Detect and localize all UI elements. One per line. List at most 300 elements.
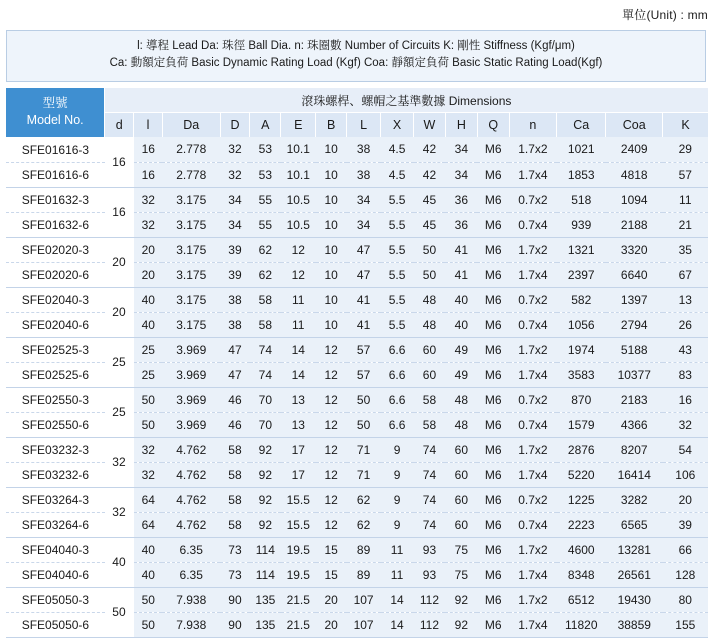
cell-q: M6 (477, 262, 509, 287)
cell-h: 92 (445, 612, 477, 637)
model-header-en: Model No. (26, 113, 84, 128)
model-number-cell: SFE02040-6 (6, 312, 105, 337)
cell-coa: 1397 (606, 287, 663, 312)
column-header-l: L (347, 113, 381, 138)
cell-da: 3.969 (162, 362, 220, 387)
cell-b: 12 (316, 387, 347, 412)
model-number-cell: SFE01632-3 (6, 187, 105, 212)
cell-x: 9 (381, 462, 414, 487)
cell-k: 128 (663, 562, 708, 587)
cell-ca: 1579 (557, 412, 606, 437)
cell-da: 3.969 (162, 412, 220, 437)
cell-k: 26 (663, 312, 708, 337)
cell-ca: 4600 (557, 537, 606, 562)
cell-e: 10.5 (281, 212, 316, 237)
cell-l: 89 (347, 562, 381, 587)
table-row (6, 487, 708, 512)
cell-x: 5.5 (381, 187, 414, 212)
cell-k: 155 (663, 612, 708, 637)
cell-l: 50 (134, 412, 163, 437)
column-header-e: E (281, 113, 316, 138)
cell-d: 58 (220, 512, 250, 537)
model-number-cell: SFE05050-6 (6, 612, 105, 637)
shaft-diameter-cell: 32 (105, 487, 134, 537)
model-number-cell: SFE03264-6 (6, 512, 105, 537)
cell-a: 62 (250, 262, 281, 287)
cell-h: 60 (445, 512, 477, 537)
cell-ca: 11820 (557, 612, 606, 637)
cell-n: 0.7x2 (509, 287, 556, 312)
cell-l: 40 (134, 537, 163, 562)
cell-ca: 1056 (557, 312, 606, 337)
cell-k: 66 (663, 537, 708, 562)
cell-l: 38 (347, 137, 381, 162)
cell-coa: 3320 (606, 237, 663, 262)
cell-da: 4.762 (162, 462, 220, 487)
cell-e: 14 (281, 362, 316, 387)
cell-x: 6.6 (381, 412, 414, 437)
cell-l: 47 (347, 262, 381, 287)
cell-h: 60 (445, 462, 477, 487)
cell-d: 32 (220, 162, 250, 187)
shaft-diameter-cell: 40 (105, 537, 134, 587)
cell-h: 36 (445, 187, 477, 212)
cell-b: 20 (316, 587, 347, 612)
cell-q: M6 (477, 387, 509, 412)
cell-h: 60 (445, 487, 477, 512)
cell-k: 13 (663, 287, 708, 312)
cell-q: M6 (477, 512, 509, 537)
cell-q: M6 (477, 137, 509, 162)
cell-l: 47 (347, 237, 381, 262)
column-header-k: K (663, 113, 708, 138)
cell-a: 92 (250, 462, 281, 487)
cell-w: 74 (414, 462, 446, 487)
cell-n: 1.7x2 (509, 137, 556, 162)
cell-b: 12 (316, 437, 347, 462)
cell-l: 25 (134, 362, 163, 387)
cell-ca: 3583 (557, 362, 606, 387)
cell-w: 74 (414, 512, 446, 537)
model-number-cell: SFE04040-3 (6, 537, 105, 562)
table-body (6, 137, 708, 637)
cell-n: 1.7x4 (509, 262, 556, 287)
cell-d: 58 (220, 437, 250, 462)
cell-q: M6 (477, 537, 509, 562)
cell-e: 17 (281, 462, 316, 487)
cell-k: 21 (663, 212, 708, 237)
cell-b: 15 (316, 537, 347, 562)
cell-x: 6.6 (381, 387, 414, 412)
cell-l: 50 (134, 612, 163, 637)
table-row (6, 237, 708, 262)
cell-e: 13 (281, 387, 316, 412)
cell-n: 1.7x2 (509, 587, 556, 612)
cell-coa: 16414 (606, 462, 663, 487)
cell-l: 20 (134, 262, 163, 287)
legend-line-2: Ca: 動額定負荷 Basic Dynamic Rating Load (Kgf) Coa: 靜額定負荷 Basic Static Rating Load(Kgf) (109, 57, 603, 69)
cell-k: 80 (663, 587, 708, 612)
cell-e: 21.5 (281, 587, 316, 612)
cell-l: 16 (134, 137, 163, 162)
cell-a: 58 (250, 312, 281, 337)
cell-k: 11 (663, 187, 708, 212)
cell-b: 10 (316, 312, 347, 337)
cell-w: 48 (414, 312, 446, 337)
model-number-cell: SFE01616-3 (6, 137, 105, 162)
cell-l: 32 (134, 437, 163, 462)
cell-ca: 1225 (557, 487, 606, 512)
cell-h: 60 (445, 437, 477, 462)
cell-l: 50 (134, 387, 163, 412)
cell-w: 50 (414, 262, 446, 287)
cell-l: 64 (134, 487, 163, 512)
cell-d: 58 (220, 462, 250, 487)
cell-l: 16 (134, 162, 163, 187)
cell-w: 42 (414, 137, 446, 162)
cell-x: 6.6 (381, 337, 414, 362)
cell-e: 15.5 (281, 487, 316, 512)
cell-h: 41 (445, 237, 477, 262)
cell-b: 12 (316, 512, 347, 537)
cell-n: 1.7x4 (509, 612, 556, 637)
model-number-cell: SFE01616-6 (6, 162, 105, 187)
cell-d: 73 (220, 562, 250, 587)
cell-x: 4.5 (381, 137, 414, 162)
cell-w: 58 (414, 387, 446, 412)
cell-d: 47 (220, 362, 250, 387)
cell-l: 25 (134, 337, 163, 362)
cell-a: 53 (250, 137, 281, 162)
cell-n: 0.7x2 (509, 487, 556, 512)
model-number-cell: SFE02550-6 (6, 412, 105, 437)
cell-w: 42 (414, 162, 446, 187)
column-header-x: X (381, 113, 414, 138)
cell-d: 46 (220, 412, 250, 437)
cell-coa: 2183 (606, 387, 663, 412)
cell-d: 90 (220, 587, 250, 612)
cell-da: 4.762 (162, 512, 220, 537)
cell-coa: 2188 (606, 212, 663, 237)
cell-e: 21.5 (281, 612, 316, 637)
model-number-cell: SFE05050-3 (6, 587, 105, 612)
shaft-diameter-cell: 25 (105, 337, 134, 387)
cell-da: 3.175 (162, 312, 220, 337)
cell-ca: 870 (557, 387, 606, 412)
column-header-row (6, 113, 708, 138)
cell-d: 90 (220, 612, 250, 637)
model-header-zh: 型號 (42, 96, 68, 111)
cell-q: M6 (477, 437, 509, 462)
cell-h: 36 (445, 212, 477, 237)
cell-x: 11 (381, 562, 414, 587)
cell-x: 4.5 (381, 162, 414, 187)
cell-ca: 5220 (557, 462, 606, 487)
cell-da: 2.778 (162, 162, 220, 187)
column-header-d: d (105, 113, 134, 138)
cell-da: 4.762 (162, 437, 220, 462)
cell-k: 54 (663, 437, 708, 462)
unit-label: 單位(Unit) : mm (622, 8, 708, 22)
cell-b: 10 (316, 137, 347, 162)
cell-coa: 38859 (606, 612, 663, 637)
cell-e: 19.5 (281, 562, 316, 587)
cell-b: 10 (316, 237, 347, 262)
shaft-diameter-cell: 32 (105, 437, 134, 487)
cell-l: 71 (347, 437, 381, 462)
cell-da: 3.969 (162, 387, 220, 412)
cell-h: 75 (445, 537, 477, 562)
cell-w: 74 (414, 487, 446, 512)
cell-l: 57 (347, 337, 381, 362)
cell-da: 6.35 (162, 537, 220, 562)
column-header-w: W (414, 113, 446, 138)
cell-w: 93 (414, 562, 446, 587)
cell-n: 1.7x4 (509, 362, 556, 387)
cell-l: 62 (347, 487, 381, 512)
cell-a: 74 (250, 362, 281, 387)
cell-l: 40 (134, 287, 163, 312)
cell-d: 34 (220, 187, 250, 212)
cell-k: 83 (663, 362, 708, 387)
cell-d: 38 (220, 287, 250, 312)
cell-k: 32 (663, 412, 708, 437)
cell-x: 14 (381, 612, 414, 637)
cell-w: 112 (414, 612, 446, 637)
cell-l: 34 (347, 212, 381, 237)
cell-q: M6 (477, 287, 509, 312)
cell-q: M6 (477, 187, 509, 212)
shaft-diameter-cell: 16 (105, 187, 134, 237)
cell-w: 74 (414, 437, 446, 462)
cell-n: 1.7x2 (509, 237, 556, 262)
cell-l: 107 (347, 587, 381, 612)
cell-a: 135 (250, 612, 281, 637)
cell-d: 34 (220, 212, 250, 237)
column-header-d: D (220, 113, 250, 138)
model-number-cell: SFE04040-6 (6, 562, 105, 587)
model-header (6, 88, 105, 137)
cell-q: M6 (477, 337, 509, 362)
cell-ca: 2397 (557, 262, 606, 287)
table-row (6, 337, 708, 362)
cell-l: 57 (347, 362, 381, 387)
cell-n: 1.7x2 (509, 437, 556, 462)
cell-e: 10.1 (281, 162, 316, 187)
table-row (6, 587, 708, 612)
table-row (6, 537, 708, 562)
cell-d: 39 (220, 237, 250, 262)
cell-n: 1.7x4 (509, 162, 556, 187)
cell-l: 40 (134, 562, 163, 587)
cell-coa: 5188 (606, 337, 663, 362)
cell-b: 12 (316, 362, 347, 387)
column-header-b: B (316, 113, 347, 138)
cell-q: M6 (477, 312, 509, 337)
model-number-cell: SFE01632-6 (6, 212, 105, 237)
cell-da: 6.35 (162, 562, 220, 587)
cell-da: 3.175 (162, 237, 220, 262)
cell-coa: 13281 (606, 537, 663, 562)
cell-a: 70 (250, 387, 281, 412)
cell-x: 9 (381, 487, 414, 512)
dimensions-header: 滾珠螺桿、螺帽之基準數據 Dimensions (105, 88, 708, 113)
cell-n: 0.7x4 (509, 512, 556, 537)
cell-w: 48 (414, 287, 446, 312)
cell-e: 12 (281, 262, 316, 287)
cell-coa: 6640 (606, 262, 663, 287)
cell-e: 11 (281, 312, 316, 337)
cell-b: 20 (316, 612, 347, 637)
cell-n: 0.7x4 (509, 412, 556, 437)
cell-coa: 4366 (606, 412, 663, 437)
cell-h: 34 (445, 162, 477, 187)
cell-da: 3.175 (162, 287, 220, 312)
cell-x: 5.5 (381, 262, 414, 287)
cell-h: 49 (445, 337, 477, 362)
cell-w: 45 (414, 212, 446, 237)
cell-d: 38 (220, 312, 250, 337)
cell-w: 58 (414, 412, 446, 437)
cell-q: M6 (477, 162, 509, 187)
cell-b: 12 (316, 337, 347, 362)
model-number-cell: SFE02525-6 (6, 362, 105, 387)
cell-k: 57 (663, 162, 708, 187)
cell-a: 70 (250, 412, 281, 437)
legend-line-1: l: 導程 Lead Da: 珠徑 Ball Dia. n: 珠圈數 Number of Circuits K: 剛性 Stiffness (Kgf/μm) (137, 40, 575, 52)
cell-h: 75 (445, 562, 477, 587)
model-number-cell: SFE02040-3 (6, 287, 105, 312)
cell-k: 43 (663, 337, 708, 362)
cell-n: 0.7x2 (509, 387, 556, 412)
table-row (6, 387, 708, 412)
cell-l: 40 (134, 312, 163, 337)
cell-e: 19.5 (281, 537, 316, 562)
cell-l: 32 (134, 462, 163, 487)
cell-coa: 2794 (606, 312, 663, 337)
cell-e: 10.1 (281, 137, 316, 162)
table-row (6, 187, 708, 212)
cell-w: 60 (414, 337, 446, 362)
cell-a: 55 (250, 212, 281, 237)
cell-h: 49 (445, 362, 477, 387)
cell-l: 41 (347, 312, 381, 337)
table-row (6, 437, 708, 462)
cell-h: 40 (445, 287, 477, 312)
table-row (6, 137, 708, 162)
cell-n: 1.7x4 (509, 562, 556, 587)
cell-k: 16 (663, 387, 708, 412)
legend-box (6, 30, 706, 82)
cell-a: 55 (250, 187, 281, 212)
column-header-ca: Ca (557, 113, 606, 138)
cell-l: 38 (347, 162, 381, 187)
table-row (6, 287, 708, 312)
cell-ca: 2876 (557, 437, 606, 462)
model-number-cell: SFE02525-3 (6, 337, 105, 362)
cell-q: M6 (477, 487, 509, 512)
cell-l: 89 (347, 537, 381, 562)
cell-ca: 6512 (557, 587, 606, 612)
specification-table (6, 88, 708, 638)
cell-da: 3.969 (162, 337, 220, 362)
column-header-da: Da (162, 113, 220, 138)
cell-ca: 1021 (557, 137, 606, 162)
cell-coa: 10377 (606, 362, 663, 387)
model-number-cell: SFE03232-6 (6, 462, 105, 487)
cell-q: M6 (477, 462, 509, 487)
cell-coa: 2409 (606, 137, 663, 162)
cell-l: 34 (347, 187, 381, 212)
cell-k: 67 (663, 262, 708, 287)
model-number-cell: SFE03264-3 (6, 487, 105, 512)
column-header-h: H (445, 113, 477, 138)
cell-x: 5.5 (381, 212, 414, 237)
cell-x: 11 (381, 537, 414, 562)
cell-h: 41 (445, 262, 477, 287)
cell-e: 17 (281, 437, 316, 462)
cell-l: 50 (347, 387, 381, 412)
cell-b: 10 (316, 162, 347, 187)
cell-e: 13 (281, 412, 316, 437)
cell-x: 5.5 (381, 287, 414, 312)
cell-coa: 1094 (606, 187, 663, 212)
cell-h: 40 (445, 312, 477, 337)
cell-ca: 8348 (557, 562, 606, 587)
cell-k: 20 (663, 487, 708, 512)
cell-x: 9 (381, 437, 414, 462)
cell-n: 0.7x2 (509, 187, 556, 212)
cell-k: 35 (663, 237, 708, 262)
model-number-cell: SFE02020-3 (6, 237, 105, 262)
cell-coa: 4818 (606, 162, 663, 187)
column-header-q: Q (477, 113, 509, 138)
cell-h: 92 (445, 587, 477, 612)
cell-b: 10 (316, 262, 347, 287)
cell-da: 3.175 (162, 212, 220, 237)
cell-l: 20 (134, 237, 163, 262)
cell-n: 0.7x4 (509, 212, 556, 237)
cell-e: 12 (281, 237, 316, 262)
cell-q: M6 (477, 362, 509, 387)
column-header-a: A (250, 113, 281, 138)
cell-ca: 1321 (557, 237, 606, 262)
cell-coa: 6565 (606, 512, 663, 537)
cell-n: 0.7x4 (509, 312, 556, 337)
cell-ca: 939 (557, 212, 606, 237)
cell-da: 3.175 (162, 262, 220, 287)
cell-l: 64 (134, 512, 163, 537)
cell-b: 15 (316, 562, 347, 587)
shaft-diameter-cell: 16 (105, 137, 134, 187)
cell-k: 39 (663, 512, 708, 537)
cell-d: 58 (220, 487, 250, 512)
cell-da: 7.938 (162, 612, 220, 637)
cell-x: 6.6 (381, 362, 414, 387)
cell-ca: 518 (557, 187, 606, 212)
cell-w: 50 (414, 237, 446, 262)
cell-b: 10 (316, 187, 347, 212)
cell-da: 4.762 (162, 487, 220, 512)
cell-x: 14 (381, 587, 414, 612)
cell-coa: 26561 (606, 562, 663, 587)
cell-q: M6 (477, 237, 509, 262)
cell-l: 62 (347, 512, 381, 537)
cell-x: 9 (381, 512, 414, 537)
shaft-diameter-cell: 50 (105, 587, 134, 637)
cell-d: 39 (220, 262, 250, 287)
cell-l: 50 (347, 412, 381, 437)
